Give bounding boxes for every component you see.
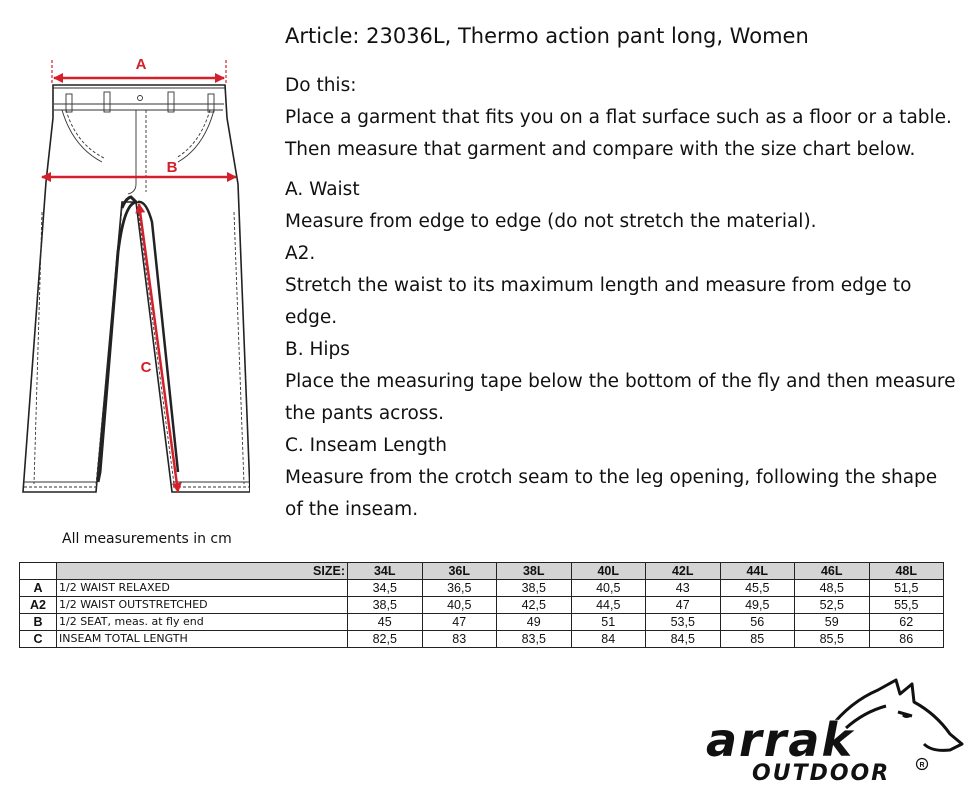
do-this-heading: Do this:	[285, 75, 357, 96]
waist-heading: A. Waist	[285, 179, 360, 200]
row-code: B	[20, 614, 57, 631]
value-cell: 42,5	[497, 597, 572, 614]
value-cell: 83,5	[497, 631, 572, 648]
a2-heading: A2.	[285, 243, 316, 264]
row-code: A	[20, 580, 57, 597]
size-cell: 36L	[422, 563, 497, 580]
size-cell: 48L	[869, 563, 944, 580]
size-cell: 40L	[571, 563, 646, 580]
brand-subtext: OUTDOOR	[752, 761, 891, 786]
pants-measurement-diagram	[18, 52, 250, 502]
value-cell: 49	[497, 614, 572, 631]
value-cell: 48,5	[795, 580, 870, 597]
size-cell: 38L	[497, 563, 572, 580]
value-cell: 45,5	[720, 580, 795, 597]
arrak-outdoor-logo	[700, 672, 968, 786]
row-label: 1/2 WAIST OUTSTRETCHED	[57, 597, 348, 614]
value-cell: 82,5	[348, 631, 423, 648]
size-cell: 44L	[720, 563, 795, 580]
hips-line-2: the pants across.	[285, 403, 445, 424]
intro-line-2: Then measure that garment and compare with the size chart below.	[285, 139, 916, 160]
article-title: Article: 23036L, Thermo action pant long, Women	[285, 24, 809, 48]
value-cell: 40,5	[422, 597, 497, 614]
inseam-line-1: Measure from the crotch seam to the leg opening, following the shape	[285, 467, 938, 488]
value-cell: 84	[571, 631, 646, 648]
label-b: B	[166, 159, 178, 176]
size-cell: 34L	[348, 563, 423, 580]
value-cell: 62	[869, 614, 944, 631]
value-cell: 51	[571, 614, 646, 631]
inseam-line-2: of the inseam.	[285, 499, 419, 520]
row-label: 1/2 WAIST RELAXED	[57, 580, 348, 597]
units-note: All measurements in cm	[62, 531, 232, 547]
value-cell: 36,5	[422, 580, 497, 597]
value-cell: 52,5	[795, 597, 870, 614]
registered-mark: R	[919, 762, 925, 769]
value-cell: 51,5	[869, 580, 944, 597]
size-table	[19, 562, 944, 648]
hips-heading: B. Hips	[285, 339, 350, 360]
table-row	[20, 614, 944, 631]
value-cell: 85,5	[795, 631, 870, 648]
value-cell: 34,5	[348, 580, 423, 597]
value-cell: 47	[422, 614, 497, 631]
value-cell: 49,5	[720, 597, 795, 614]
row-code: C	[20, 631, 57, 648]
value-cell: 56	[720, 614, 795, 631]
inseam-heading: C. Inseam Length	[285, 435, 447, 456]
value-cell: 43	[646, 580, 721, 597]
a2-line-2: edge.	[285, 307, 338, 328]
label-a: A	[135, 56, 147, 73]
value-cell: 40,5	[571, 580, 646, 597]
pants-outline	[23, 85, 250, 492]
value-cell: 83	[422, 631, 497, 648]
value-cell: 86	[869, 631, 944, 648]
value-cell: 55,5	[869, 597, 944, 614]
value-cell: 53,5	[646, 614, 721, 631]
table-row	[20, 631, 944, 648]
table-row	[20, 580, 944, 597]
brand-text: arrak	[706, 713, 855, 767]
row-label: 1/2 SEAT, meas. at fly end	[57, 614, 348, 631]
size-cell: 42L	[646, 563, 721, 580]
value-cell: 85	[720, 631, 795, 648]
table-row	[20, 597, 944, 614]
row-code: A2	[20, 597, 57, 614]
size-label: SIZE:	[57, 563, 348, 580]
row-label: INSEAM TOTAL LENGTH	[57, 631, 348, 648]
value-cell: 44,5	[571, 597, 646, 614]
value-cell: 38,5	[497, 580, 572, 597]
table-header-row	[20, 563, 944, 580]
value-cell: 59	[795, 614, 870, 631]
value-cell: 45	[348, 614, 423, 631]
intro-line-1: Place a garment that fits you on a flat surface such as a floor or a table.	[285, 107, 952, 128]
instructions	[285, 20, 965, 526]
value-cell: 84,5	[646, 631, 721, 648]
value-cell: 38,5	[348, 597, 423, 614]
value-cell: 47	[646, 597, 721, 614]
waist-text: Measure from edge to edge (do not stretch the material).	[285, 211, 817, 232]
a2-line-1: Stretch the waist to its maximum length and measure from edge to	[285, 275, 912, 296]
label-c: C	[140, 359, 152, 376]
size-cell: 46L	[795, 563, 870, 580]
hips-line-1: Place the measuring tape below the bottom of the fly and then measure	[285, 371, 956, 392]
